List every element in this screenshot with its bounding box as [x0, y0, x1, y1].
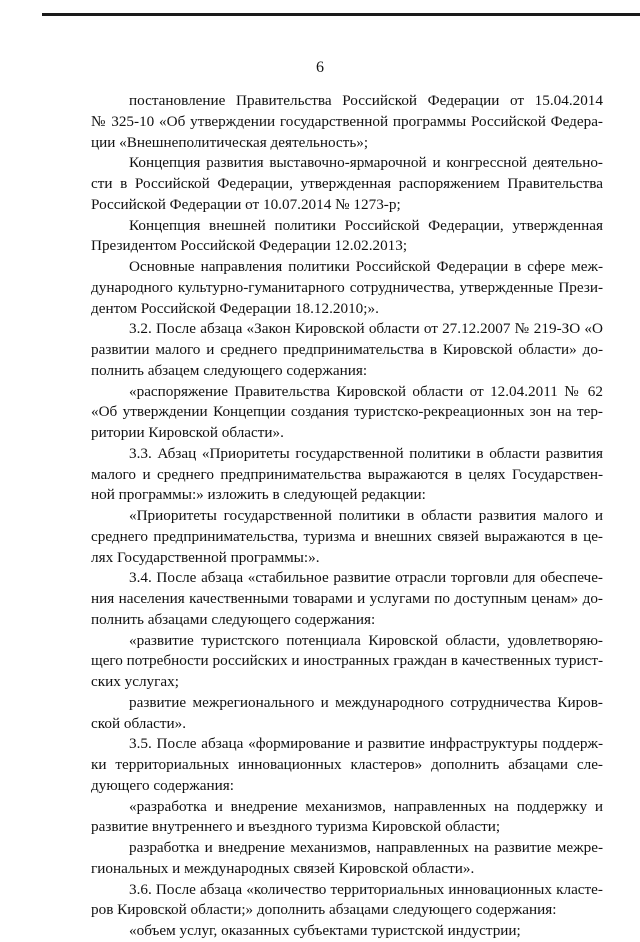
text-line: ской области». [91, 714, 187, 732]
text-line: 3.6. После абзаца «количество территориальных инновационных класте- [129, 880, 603, 898]
text-line: дународного культурно-гуманитарного сотрудничества, утвержденные Прези- [91, 278, 603, 296]
text-line: развитии малого и среднего предпринимательства в Кировской области» до- [91, 341, 603, 358]
text-line: Президентом Российской Федерации 12.02.2013; [91, 237, 408, 255]
top-rule [42, 13, 640, 16]
text-line: среднего предпринимательства, туризма и внешних связей выражаются в це- [91, 527, 603, 545]
text-line: разработка и внедрение механизмов, направленных на развитие межре- [129, 839, 603, 856]
text-line: сти в Российской Федерации, утвержденная распоряжением Правительства [91, 175, 603, 192]
text-line: 3.5. После абзаца «формирование и развитие инфраструктуры поддерж- [129, 735, 603, 753]
text-line: ритории Кировской области». [91, 424, 284, 441]
text-line: ции «Внешнеполитическая деятельность»; [91, 133, 369, 151]
text-line: дующего содержания: [91, 776, 234, 794]
text-line: дентом Российской Федерации 18.12.2010;». [91, 299, 379, 317]
text-line: «развитие туристского потенциала Кировской области, удовлетворяю- [129, 631, 603, 649]
text-line: «распоряжение Правительства Кировской области от 12.04.2011 № 62 [129, 382, 603, 400]
text-line: 3.4. После абзаца «стабильное развитие отрасли торговли для обеспече- [129, 569, 603, 587]
page-number: 6 [316, 59, 324, 76]
text-line: Концепция развития выставочно-ярмарочной и конгрессной деятельно- [129, 154, 603, 172]
text-line: «Об утверждении Концепции создания туристско-рекреационных зон на тер- [91, 403, 603, 421]
text-line: ских услугах; [91, 673, 179, 690]
text-line: постановление Правительства Российской Федерации от 15.04.2014 [129, 92, 603, 109]
text-line: развитие межрегионального и международного сотрудничества Киров- [129, 693, 603, 711]
text-line: ров Кировской области;» дополнить абзацами следующего содержания: [91, 901, 557, 919]
text-line: щего потребности российских и иностранных граждан в качественных турист- [91, 652, 603, 670]
text-line: «Приоритеты государственной политики в области развития малого и [129, 507, 603, 524]
text-line: «объем услуг, оказанных субъектами туристской индустрии; [129, 922, 521, 939]
text-line: развитие внутреннего и въездного туризма Кировской области; [91, 818, 501, 836]
text-line: 3.2. После абзаца «Закон Кировской области от 27.12.2007 № 219-ЗО «О [129, 320, 603, 338]
text-line: ной программы:» изложить в следующей редакции: [91, 486, 426, 504]
text-line: гиональных и международных связей Кировской области». [91, 859, 475, 877]
text-line: 3.3. Абзац «Приоритеты государственной политики в области развития [129, 444, 603, 462]
text-line: малого и среднего предпринимательства выражаются в целях Государствен- [91, 465, 603, 483]
text-line: полнить абзацем следующего содержания: [91, 361, 368, 379]
text-line: Основные направления политики Российской Федерации в сфере меж- [129, 258, 603, 275]
text-line: «разработка и внедрение механизмов, направленных на поддержку и [129, 797, 603, 815]
text-line: № 325-10 «Об утверждении государственной программы Российской Федера- [91, 112, 603, 130]
text-line: лях Государственной программы:». [91, 548, 320, 566]
text-line: ки территориальных инновационных кластеров» дополнить абзацами сле- [91, 756, 603, 773]
text-line: Концепция внешней политики Российской Федерации, утвержденная [129, 216, 603, 234]
document-body [91, 91, 603, 942]
text-line: Российской Федерации от 10.07.2014 № 1273-р; [91, 195, 401, 213]
text-line: ния населения качественными товарами и услугами по доступным ценам» до- [91, 590, 603, 607]
text-line: полнить абзацами следующего содержания: [91, 610, 376, 628]
